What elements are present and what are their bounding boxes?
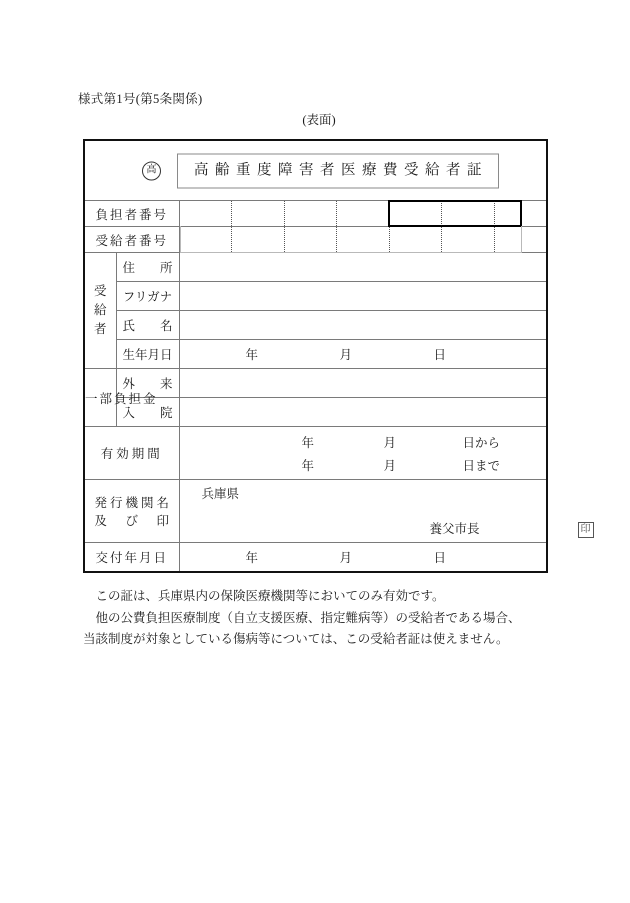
address-row — [84, 253, 547, 282]
furigana-input[interactable] — [179, 282, 547, 311]
footer-notes — [83, 586, 553, 651]
form-number: 様式第1号(第5条関係) — [78, 92, 203, 106]
issue-date-input[interactable] — [179, 543, 547, 573]
recipient-number-cells — [180, 227, 547, 252]
recipient-char-2: 給 — [93, 302, 107, 317]
issue-date-label: 交付年月日 — [84, 543, 179, 573]
note-line-1: この証は、兵庫県内の保険医療機関等においてのみ有効です。 — [95, 589, 445, 603]
recipient-group-label — [84, 253, 116, 369]
issue-date-line — [180, 543, 547, 571]
name-label: 氏 名 — [116, 311, 179, 340]
valid-period-from-line — [180, 433, 547, 453]
payer-number-row — [84, 201, 547, 227]
copayment-label: 一部負担金 — [84, 369, 116, 427]
birthdate-label: 生年月日 — [116, 340, 179, 369]
birthdate-input[interactable] — [179, 340, 547, 369]
recipient-char-3: 者 — [93, 322, 107, 337]
recipient-cell-1[interactable] — [180, 227, 233, 252]
valid-from-year-marker: 年 — [301, 436, 315, 450]
issuer-prefecture: 兵庫県 — [201, 487, 240, 501]
issuer-input[interactable] — [179, 480, 591, 543]
payer-cell-7[interactable] — [495, 201, 547, 226]
outpatient-row — [84, 369, 547, 398]
payer-cell-4[interactable] — [337, 201, 390, 226]
certificate-table — [83, 139, 591, 573]
birthdate-year-marker: 年 — [245, 348, 259, 362]
note-line-3: 当該制度が対象としている傷病等については、この受給者証は使えません。 — [83, 632, 509, 646]
valid-period-lines — [180, 427, 547, 479]
inpatient-input[interactable] — [179, 398, 547, 427]
certificate-title: 高齢重度障害者医療費受給者証 — [177, 153, 499, 188]
valid-period-input[interactable] — [179, 427, 547, 480]
recipient-cell-6[interactable] — [442, 227, 495, 252]
furigana-label: フリガナ — [116, 282, 179, 311]
valid-period-to-line — [180, 456, 547, 476]
recipient-number-input[interactable] — [179, 227, 547, 253]
recipient-cell-4[interactable] — [337, 227, 390, 252]
valid-to-month-marker: 月 — [383, 459, 397, 473]
name-input[interactable] — [179, 311, 547, 340]
recipient-number-row — [84, 227, 547, 253]
payer-number-input[interactable] — [179, 201, 547, 227]
recipient-cell-7[interactable] — [495, 227, 547, 252]
payer-cell-2[interactable] — [232, 201, 285, 226]
payer-cell-1[interactable] — [180, 201, 233, 226]
address-label: 住 所 — [116, 253, 179, 282]
payer-number-label: 負担者番号 — [84, 201, 179, 227]
recipient-cell-5[interactable] — [390, 227, 443, 252]
payer-number-cells — [180, 201, 547, 226]
birthdate-day-marker: 日 — [433, 348, 447, 362]
valid-period-label: 有効期間 — [84, 427, 179, 480]
issue-date-year-marker: 年 — [245, 551, 259, 565]
high-circle-icon: 高 — [142, 161, 161, 180]
side-label: (表面) — [302, 113, 336, 127]
issue-date-day-marker: 日 — [433, 551, 447, 565]
payer-cell-6[interactable] — [442, 201, 495, 226]
issuer-mayor: 養父市長 — [429, 522, 480, 536]
birthdate-row — [84, 340, 547, 369]
valid-period-row — [84, 427, 547, 480]
title-cell — [84, 140, 547, 201]
outpatient-label: 外 来 — [116, 369, 179, 398]
issuer-row — [84, 480, 547, 543]
birthdate-line — [180, 340, 547, 368]
title-row — [84, 140, 547, 201]
valid-to-day-marker: 日まで — [462, 459, 501, 473]
inpatient-label: 入 院 — [116, 398, 179, 427]
recipient-number-label: 受給者番号 — [84, 227, 179, 253]
issue-date-row — [84, 543, 547, 573]
issuer-label-line2: 及 び 印 — [94, 514, 172, 528]
issuer-content — [180, 480, 591, 542]
address-input[interactable] — [179, 253, 547, 282]
payer-cell-5[interactable] — [390, 201, 443, 226]
issuer-label — [84, 480, 179, 543]
outpatient-input[interactable] — [179, 369, 547, 398]
recipient-cell-2[interactable] — [232, 227, 285, 252]
issuer-label-line1: 発行機関名 — [94, 496, 172, 510]
name-row — [84, 311, 547, 340]
valid-to-year-marker: 年 — [301, 459, 315, 473]
valid-from-month-marker: 月 — [383, 436, 397, 450]
seal-stamp-icon: 印 — [578, 522, 594, 538]
note-line-2: 他の公費負担医療制度（自立支援医療、指定難病等）の受給者である場合、 — [95, 610, 521, 625]
recipient-char-1: 受 — [93, 283, 107, 298]
recipient-cell-3[interactable] — [285, 227, 338, 252]
issue-date-month-marker: 月 — [339, 551, 353, 565]
payer-cell-3[interactable] — [285, 201, 338, 226]
furigana-row — [84, 282, 547, 311]
birthdate-month-marker: 月 — [339, 348, 353, 362]
valid-from-day-marker: 日から — [462, 436, 501, 450]
